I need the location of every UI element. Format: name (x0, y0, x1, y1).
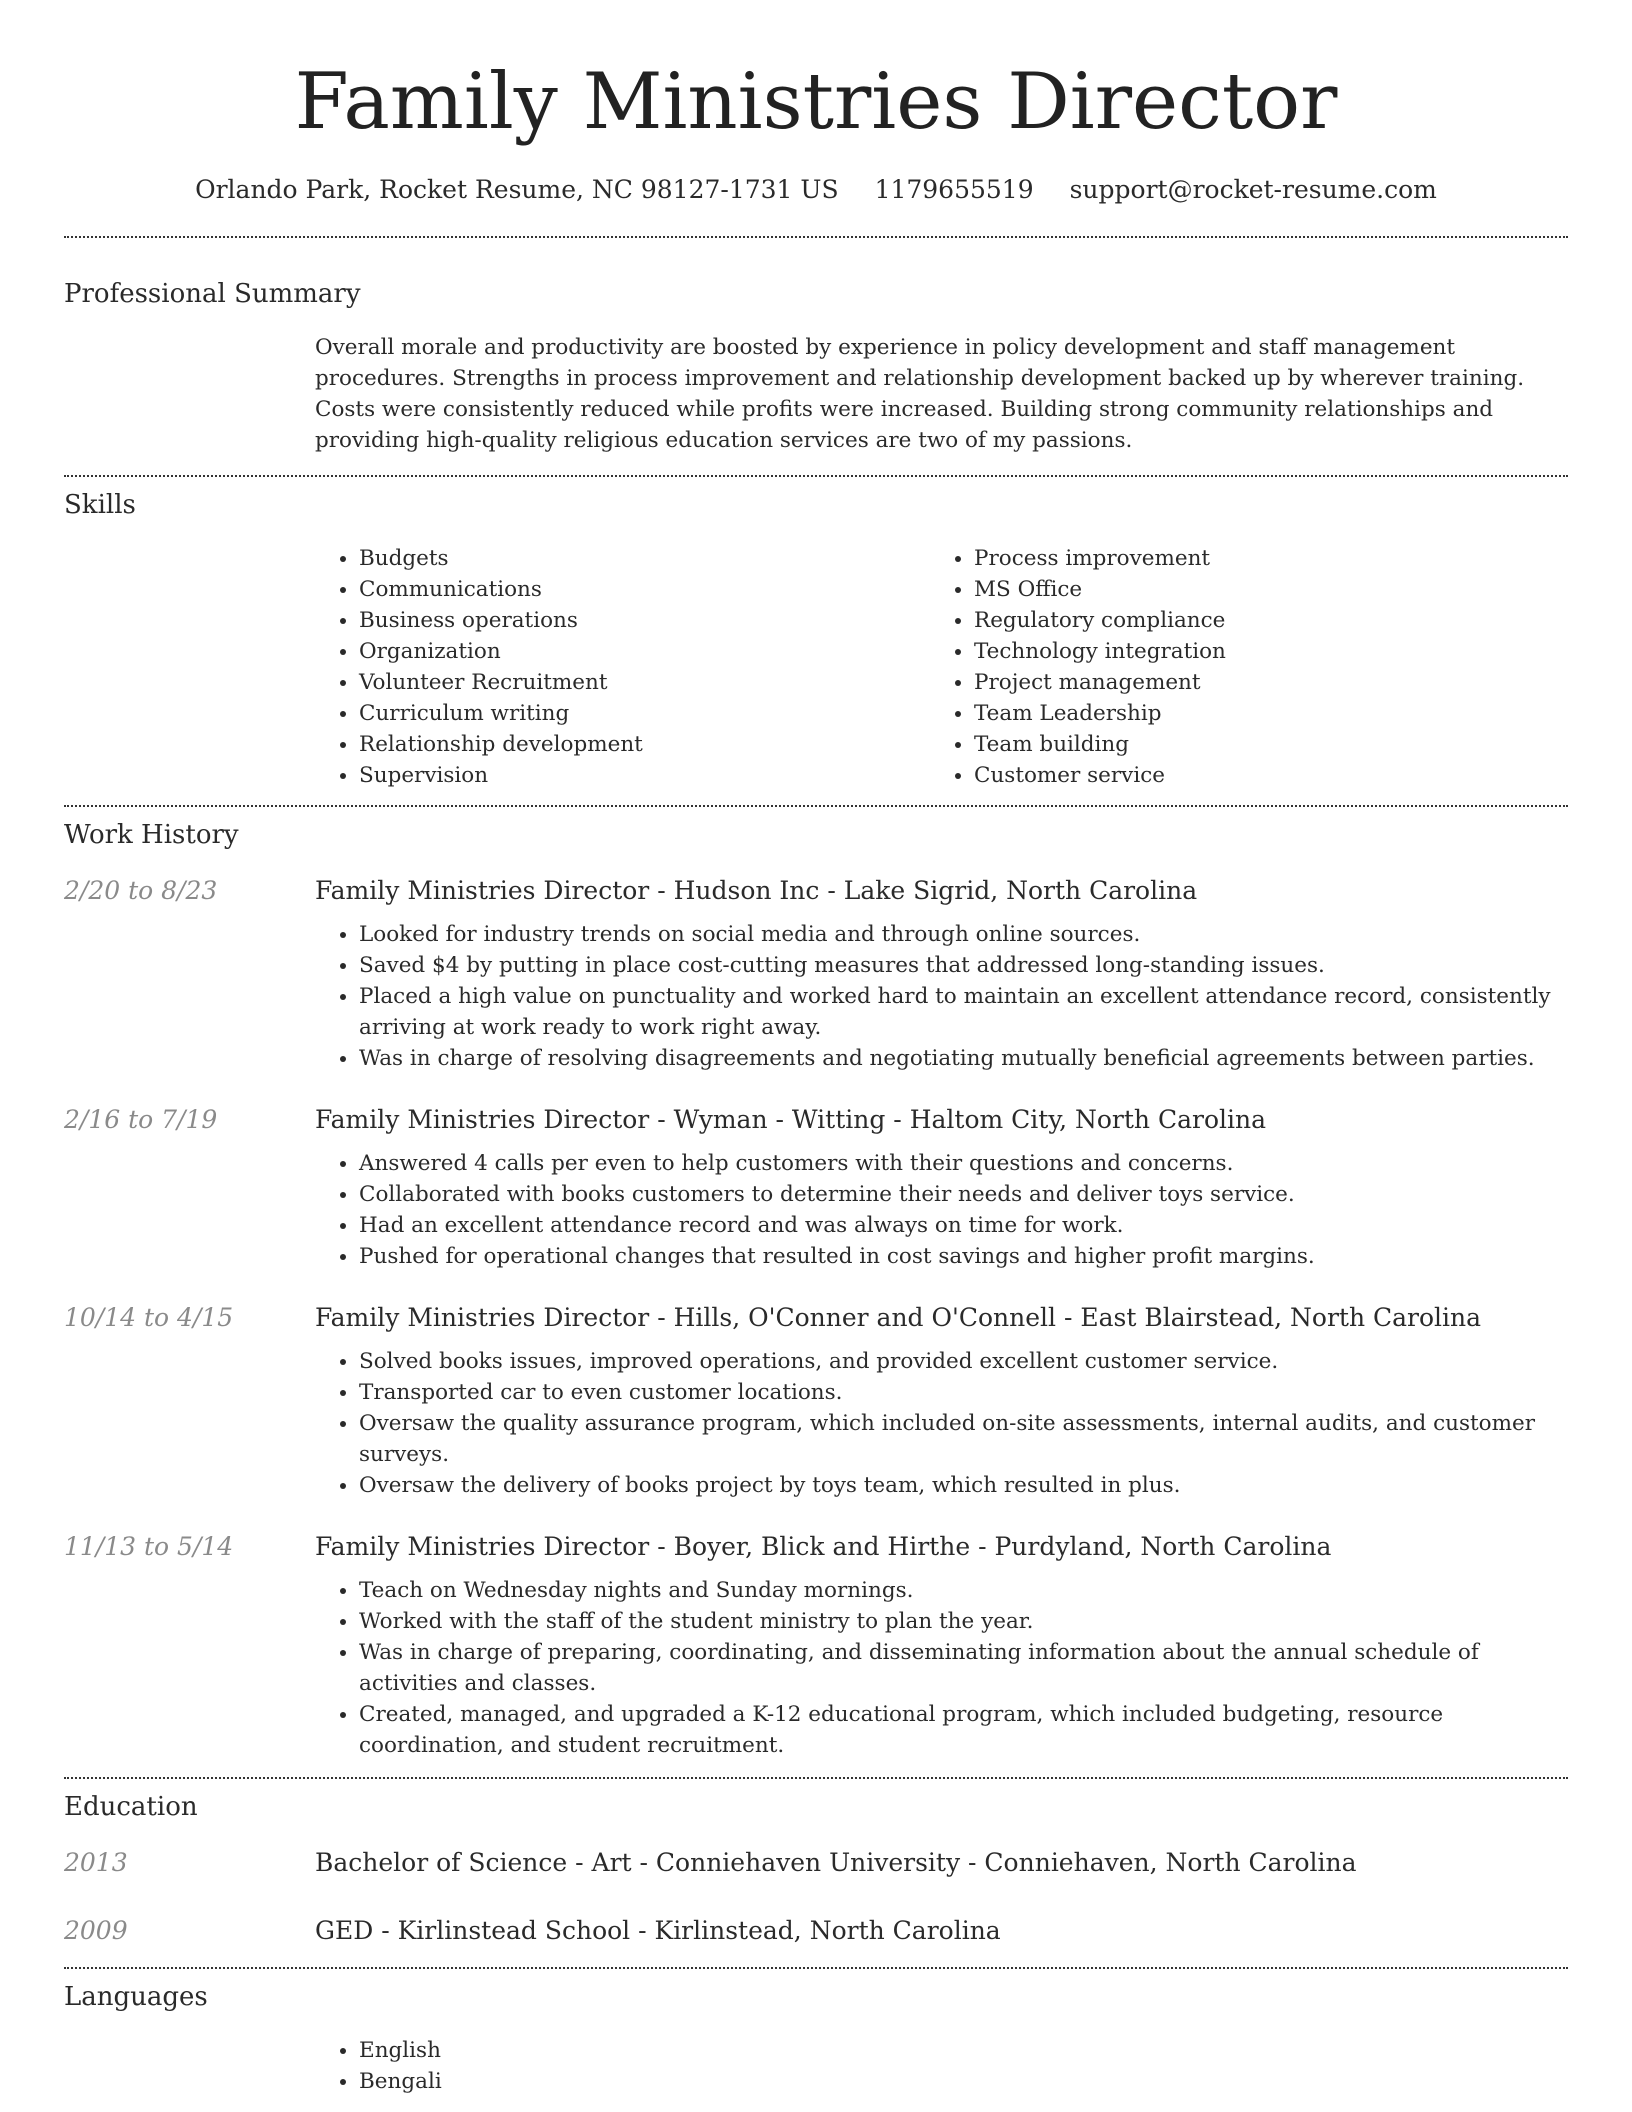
job-entry (64, 1102, 1568, 1272)
skill-item: • Project management (974, 667, 1545, 698)
job-bullet: • Oversaw the quality assurance program, which included on-site assessments, internal audits, and customer surveys. (359, 1408, 1568, 1470)
job-bullet: • Solved books issues, improved operations, and provided excellent customer service. (359, 1346, 1568, 1377)
skill-item: • Customer service (974, 760, 1545, 791)
languages-list (315, 2035, 1568, 2097)
skills-list-right (930, 543, 1545, 791)
education-heading: Education (64, 1792, 198, 1822)
skill-item: • Team Leadership (974, 698, 1545, 729)
work-heading: Work History (64, 820, 239, 850)
job-heading: Family Ministries Director - Hudson Inc - Lake Sigrid, North Carolina (315, 876, 1198, 905)
skill-item: • Communications (359, 574, 930, 605)
education-year: 2013 (64, 1848, 128, 1877)
phone: 1179655519 (874, 175, 1034, 204)
divider (64, 475, 1568, 477)
resume-page (64, 0, 1568, 2097)
job-bullet: • Created, managed, and upgraded a K-12 educational program, which included budgeting, resource coordination, and student recruitment. (359, 1699, 1568, 1761)
skill-item: • Process improvement (974, 543, 1545, 574)
job-dates: 2/20 to 8/23 (64, 876, 218, 905)
job-bullet: • Answered 4 calls per even to help customers with their questions and concerns. (359, 1148, 1568, 1179)
job-bullet: • Teach on Wednesday nights and Sunday mornings. (359, 1575, 1568, 1606)
job-bullet: • Saved $4 by putting in place cost-cutting measures that addressed long-standing issues. (359, 950, 1568, 981)
divider (64, 805, 1568, 807)
job-entry (64, 1529, 1568, 1761)
job-bullets (315, 1575, 1568, 1761)
job-bullets (315, 1346, 1568, 1501)
job-heading: Family Ministries Director - Hills, O'Conner and O'Connell - East Blairstead, North Carolina (315, 1303, 1482, 1332)
skills-heading: Skills (64, 490, 136, 520)
contact-line (64, 172, 1568, 208)
education-heading: Bachelor of Science - Art - Conniehaven University - Conniehaven, North Carolina (315, 1848, 1357, 1877)
divider (64, 236, 1568, 238)
summary-section (315, 332, 1568, 456)
job-bullet: • Had an excellent attendance record and was always on time for work. (359, 1210, 1568, 1241)
job-bullet: • Oversaw the delivery of books project by toys team, which resulted in plus. (359, 1470, 1568, 1501)
divider (64, 1777, 1568, 1779)
education-heading: GED - Kirlinstead School - Kirlinstead, North Carolina (315, 1916, 1001, 1945)
skill-item: • Technology integration (974, 636, 1545, 667)
job-dates: 10/14 to 4/15 (64, 1303, 234, 1332)
job-bullet: • Worked with the staff of the student ministry to plan the year. (359, 1606, 1568, 1637)
email: support@rocket-resume.com (1069, 175, 1437, 204)
skill-item: • Organization (359, 636, 930, 667)
job-entry (64, 1300, 1568, 1501)
skills-list-left (315, 543, 930, 791)
job-bullet: • Was in charge of preparing, coordinating, and disseminating information about the annual schedule of activities and classes. (359, 1637, 1568, 1699)
job-entry (64, 873, 1568, 1074)
divider (64, 1967, 1568, 1969)
languages-heading: Languages (64, 1982, 208, 2012)
address: Orlando Park, Rocket Resume, NC 98127-1731 US (195, 175, 839, 204)
skill-item: • Budgets (359, 543, 930, 574)
skill-item: • Business operations (359, 605, 930, 636)
job-bullet: • Transported car to even customer locations. (359, 1377, 1568, 1408)
language-item: • English (359, 2035, 1568, 2066)
job-bullets (315, 1148, 1568, 1272)
job-bullet: • Placed a high value on punctuality and worked hard to maintain an excellent attendance record, consistently arriving at work ready to work right away. (359, 981, 1568, 1043)
skill-item: • Team building (974, 729, 1545, 760)
skill-item: • Volunteer Recruitment (359, 667, 930, 698)
education-entry (64, 1845, 1568, 1881)
job-bullet: • Was in charge of resolving disagreements and negotiating mutually beneficial agreements between parties. (359, 1043, 1568, 1074)
skill-item: • MS Office (974, 574, 1545, 605)
summary-heading: Professional Summary (64, 279, 361, 309)
job-heading: Family Ministries Director - Wyman - Witting - Haltom City, North Carolina (315, 1105, 1267, 1134)
skill-item: • Relationship development (359, 729, 930, 760)
job-heading: Family Ministries Director - Boyer, Blick and Hirthe - Purdyland, North Carolina (315, 1532, 1332, 1561)
education-year: 2009 (64, 1916, 128, 1945)
job-bullets (315, 919, 1568, 1074)
job-dates: 11/13 to 5/14 (64, 1532, 234, 1561)
page-title: Family Ministries Director (294, 57, 1338, 147)
job-bullet: • Pushed for operational changes that resulted in cost savings and higher profit margins. (359, 1241, 1568, 1272)
education-entry (64, 1913, 1568, 1949)
job-dates: 2/16 to 7/19 (64, 1105, 218, 1134)
skill-item: • Supervision (359, 760, 930, 791)
summary-text: Overall morale and productivity are boosted by experience in policy development and staff management procedures. Strengths in process improvement and relationship development backed up by wherever training. Costs were consistently reduced while profits were increased. Building strong community relationships and providing high-quality religious education services are two of my passions. (315, 335, 1525, 453)
language-item: • Bengali (359, 2066, 1568, 2097)
skills-section (315, 543, 1568, 791)
job-bullet: • Looked for industry trends on social media and through online sources. (359, 919, 1568, 950)
skill-item: • Curriculum writing (359, 698, 930, 729)
job-bullet: • Collaborated with books customers to determine their needs and deliver toys service. (359, 1179, 1568, 1210)
skill-item: • Regulatory compliance (974, 605, 1545, 636)
